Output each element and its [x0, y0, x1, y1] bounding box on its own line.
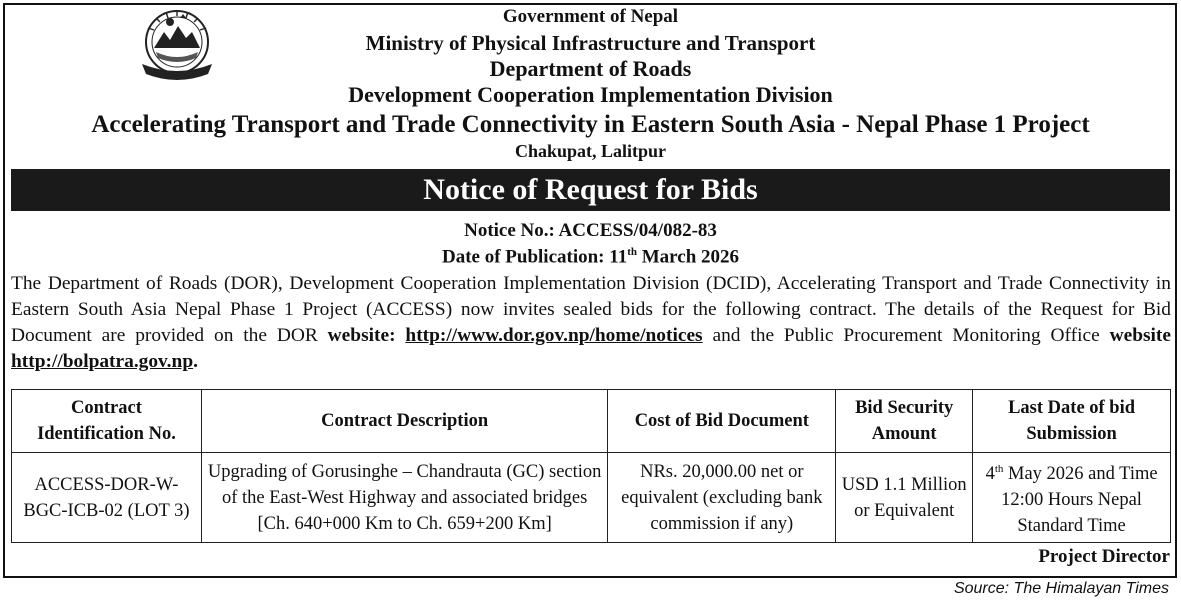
deadline-day: 4 — [985, 464, 995, 485]
dor-website-link[interactable]: http://www.dor.gov.np/home/notices — [405, 325, 703, 346]
bids-table — [11, 389, 1171, 543]
table-header-row — [12, 390, 1171, 453]
deadline-sup: th — [994, 462, 1004, 475]
notice-title-banner: Notice of Request for Bids — [11, 169, 1170, 211]
body-part-2: and the Public Procurement Monitoring Office — [702, 325, 1110, 346]
signature-project-director: Project Director — [1038, 546, 1170, 567]
location-heading: Chakupat, Lalitpur — [514, 141, 667, 161]
cell-last-date — [973, 453, 1171, 543]
website-label-1: website: — [327, 325, 396, 346]
publication-date-suffix: March 2026 — [637, 246, 740, 268]
division-heading: Development Cooperation Implementation Division — [348, 82, 833, 107]
header-last-date: Last Date of bid Submission — [973, 390, 1171, 453]
header-bid-security: Bid Security Amount — [836, 390, 973, 453]
project-heading: Accelerating Transport and Trade Connectivity in Eastern South Asia - Nepal Phase 1 Project — [91, 111, 1090, 138]
table-row — [12, 453, 1171, 543]
header-bid-document-cost: Cost of Bid Document — [608, 390, 836, 453]
body-part-1: The Department of Roads (DOR), Development Cooperation Implementation Division (DCID), Accelerating Transport and Trade Connectivity in Eastern South Asia Nepal Phase 1 Project (ACCESS) now invites sealed bids for the following contract. The details of the Request for Bid Document are provided on the DOR — [11, 273, 1171, 346]
deadline-rest: May 2026 and Time 12:00 Hours Nepal Standard Time — [1001, 464, 1158, 537]
bolpatra-website-link[interactable]: http://bolpatra.gov.np — [11, 351, 194, 372]
publication-date-sup: th — [627, 246, 637, 258]
cell-contract-id: ACCESS-DOR-W-BGC-ICB-02 (LOT 3) — [12, 453, 202, 543]
notice-body — [11, 271, 1171, 375]
government-heading: Government of Nepal — [502, 6, 679, 27]
publication-date-prefix: Date of Publication: 11 — [441, 246, 628, 268]
notice-number: Notice No.: ACCESS/04/082-83 — [464, 220, 717, 241]
department-heading: Department of Roads — [489, 56, 692, 81]
source-credit: Source: The Himalayan Times — [953, 580, 1169, 597]
header-contract-id: Contract Identification No. — [12, 390, 202, 453]
cell-contract-description: Upgrading of Gorusinghe – Chandrauta (GC) section of the East-West Highway and associated bridges [Ch. 640+000 Km to Ch. 659+200 Km] — [201, 453, 608, 543]
cell-bid-document-cost: NRs. 20,000.00 net or equivalent (excluding bank commission if any) — [608, 453, 836, 543]
ministry-heading: Ministry of Physical Infrastructure and Transport — [365, 31, 816, 55]
publication-date — [0, 246, 1181, 268]
body-part-3: . — [193, 351, 198, 372]
header-contract-description: Contract Description — [201, 390, 608, 453]
cell-bid-security: USD 1.1 Million or Equivalent — [836, 453, 973, 543]
website-label-2: website — [1109, 325, 1171, 346]
